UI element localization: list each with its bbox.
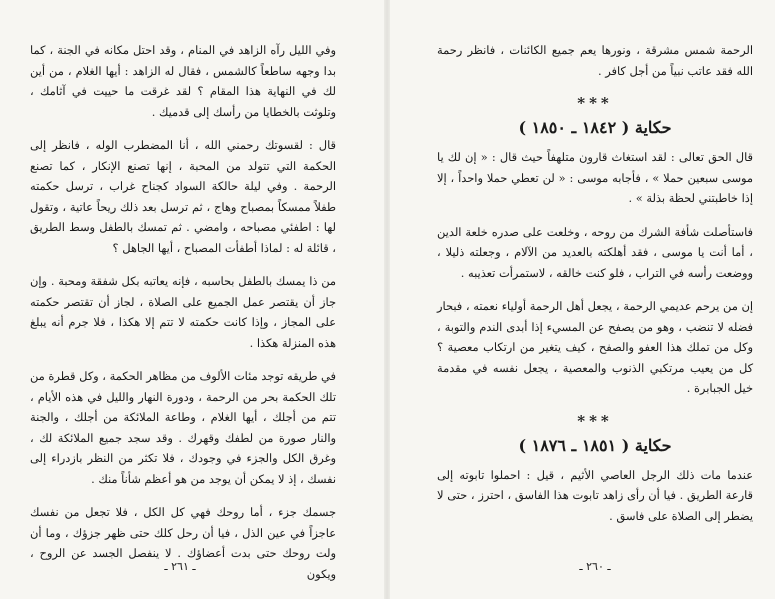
- story1-para-3: إن من يرحم عديمي الرحمة ، يجعل أهل الرحمة أولياء نعمته ، فبحار فضله لا تنضب ، وهو من يصفح عن المسيء إذا أبدى الندم والتوبة ، وكل من تملك هذا العفو والصفح ، كيف يتغير من ارتكاب معصية ؟ كل من يعيب مرتكبي الذنوب والمعصية ، يجعل نفسه في مقدمة خيل الجبابرة .: [437, 299, 753, 395]
- story1-title: حكاية ( ١٨٤٢ ـ ١٨٥٠ ): [518, 118, 672, 137]
- story2-para-1: عندما مات ذلك الرجل العاصي الأثيم ، قيل : احملوا تابوته إلى قارعة الطريق . فيا أن رأى زاهد تابوت هذا الفاسق ، احترز ، حتى لا يضطر إلى الصلاة على فاسق .: [437, 467, 753, 523]
- left-para-3: من ذا يمسك بالطفل بحاسبه ، فإنه يعاتبه بكل شفقة ومحبة . وإن جاز أن يقتصر عمل الجميع على الصلاة ، لجاز أن تقتصر حكمته على المجاز ، وإذا كانت حكمته لا تتم إلا هكذا ، فلا جرم أنه يبلغ هذه المنزلة هكذا .: [30, 274, 336, 350]
- left-para-4: في طريقه توجد مئات الألوف من مظاهر الحكمة ، وكل قطرة من تلك الحكمة بحر من الرحمة ، ودورة النهار والليل في هذه الأيام ، تتم من أجلك ، أيها الغلام ، وطاعة الملائكة من أجلك ، والجنة والنار صورة من لطفك وقهرك . وقد سجد جميع الملائكة لك ، وغرق الكل والجزء في وجودك ، فلا تكثر من النظر بازدراء إلى نفسك ، إذ لا يمكن أن يوجد من هو أعظم شأناً منك .: [30, 369, 336, 486]
- left-para-1: وفي الليل رآه الزاهد في المنام ، وقد احتل مكانه في الجنة ، كما بدا وجهه ساطعاً كالشمس ، فقال له الزاهد : أيها الغلام ، من أين لك في النهاية هذا المقام ؟ لقد غرقت ما حييت في آثامك ، وتلوثت بالخطايا من رأسك إلى قدميك .: [30, 43, 336, 119]
- story2-title: حكاية ( ١٨٥١ ـ ١٨٧٦ ): [518, 435, 672, 455]
- story1-para-2: فاستأصلت شأفة الشرك من روحه ، وخلعت على صدره خلعة الدين ، أما أنت يا موسى ، فقد أهلكته بالعديد من الآلام ، وجعلته ذليلا ، ووضعت رأسه في التراب ، فلو كنت خالقه ، لاستمرأت تعذيبه .: [437, 224, 753, 280]
- section-divider-2: ***: [577, 411, 613, 430]
- left-para-2: قال : لقسوتك رحمني الله ، أنا المضطرب الوله ، فانظر إلى الحكمة التي تتولد من المحبة ، إنها تصنع الإنكار ، كما تصنع الرحمة . وفي ليلة حالكة السواد كجناح غراب ، ترسل حكمته طفلاً ممسكاً بمصباح وهاج ، ثم ترسل بعد ذلك ريحاً عاتية ، وتقول لها : اطفئي مصباحه ، وامضي . ثم تمسك بالطفل وسط الطريق ، قائلة له : لماذا أطفأت المصباح ، أيها الجاهل ؟: [30, 138, 336, 255]
- book-gutter: [384, 0, 390, 599]
- left-para-5: جسمك جزء ، أما روحك فهي كل الكل ، فلا تجعل من نفسك عاجزاً في عين الذل ، فيا أن رحل كلك حتى ظهر جزؤك ، وما أن ولت روحك حتى بدت أعضاؤك . لا ينفصل الجسد عن الروح ، ويكون: [30, 505, 336, 581]
- left-page: [0, 0, 360, 599]
- right-page: [415, 0, 775, 599]
- right-intro-paragraph: الرحمة شمس مشرقة ، ونورها يعم جميع الكائنات ، فانظر رحمة الله فقد عاتب نبياً من أجل كافر .: [437, 43, 753, 78]
- left-page-number: ـ ٢٦١ ـ: [164, 560, 196, 573]
- story1-para-1: قال الحق تعالى : لقد استغاث قارون متلهفاً حيث قال : « إن لك يا موسى سبعين حملا » ، فأجابه موسى : « لن تعطي حملا واحداً ، إلا إذا خاطبتني لحظة بذلة » .: [437, 150, 753, 205]
- section-divider: ***: [577, 94, 613, 112]
- right-page-number: ـ ٢٦٠ ـ: [579, 560, 611, 573]
